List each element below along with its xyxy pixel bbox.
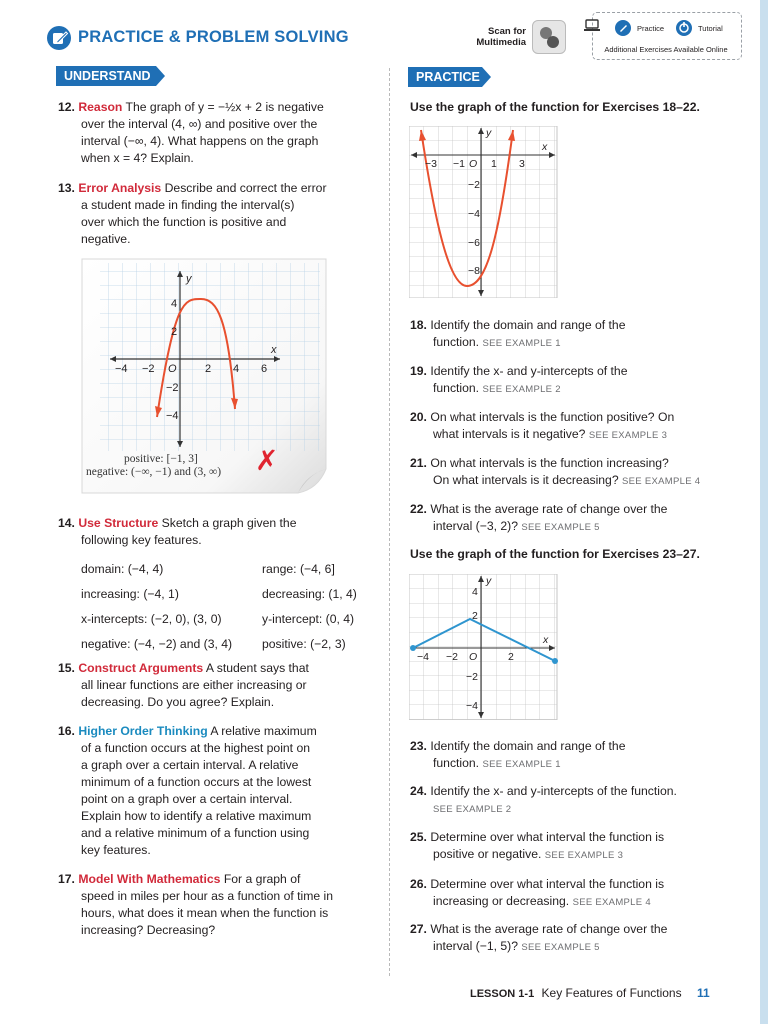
laptop-icon: [583, 19, 601, 33]
ex-number: 13.: [58, 181, 75, 195]
exercise-21: [410, 455, 755, 490]
ex-label: Use Structure: [78, 516, 159, 530]
feature-right: decreasing: (1, 4): [262, 587, 357, 601]
grid: [100, 263, 320, 451]
ex-line: On what intervals is the function positive? On: [430, 410, 675, 424]
x-tick-4: 4: [233, 363, 240, 375]
ex-line: What is the average rate of change over the: [430, 502, 668, 516]
y-tick-neg2: −2: [466, 671, 478, 683]
grid: [409, 574, 557, 720]
ex-line: speed in miles per hour as a function of time in: [81, 889, 334, 903]
ex-label: Construct Arguments: [78, 661, 204, 675]
x-tick-3: 3: [519, 158, 525, 170]
feature-row: [81, 607, 381, 632]
error-analysis-graph: [80, 257, 330, 495]
additional-exercises-note: Additional Exercises Available Online: [604, 45, 728, 54]
ex-line: a student made in finding the interval(s): [81, 198, 295, 212]
ex-line: negative.: [81, 232, 131, 246]
x-axis-label: x: [542, 141, 548, 153]
lesson-title: Key Features of Functions: [541, 986, 682, 1000]
feature-right: y-intercept: (0, 4): [262, 612, 355, 626]
ex-number: 22.: [410, 502, 427, 516]
feature-right: positive: (−2, 3): [262, 637, 346, 651]
ex-line: key features.: [81, 843, 151, 857]
y-axis-label: y: [186, 273, 192, 285]
ex-line: of a function occurs at the highest point on: [81, 741, 311, 755]
qr-scan-icon[interactable]: [532, 20, 566, 54]
x-tick-neg2: −2: [142, 363, 155, 375]
see-example-link[interactable]: SEE EXAMPLE 2: [482, 384, 561, 395]
page-edge-strip: [760, 0, 768, 1024]
ex-line: Explain how to identify a relative maximum: [81, 809, 312, 823]
practice-link[interactable]: Practice: [637, 24, 665, 33]
y-tick-neg2: −2: [166, 382, 179, 394]
x-tick-neg4: −4: [417, 651, 429, 663]
exercise-19: [410, 363, 750, 398]
ex-line: increasing or decreasing.: [433, 894, 570, 908]
feature-left: negative: (−4, −2) and (3, 4): [81, 637, 233, 651]
see-example-link[interactable]: SEE EXAMPLE 4: [622, 476, 701, 487]
origin-label: O: [469, 158, 478, 170]
exercise-25: [410, 829, 755, 864]
ex-line: point on a graph over a certain interval.: [81, 792, 293, 806]
exercise-17: [58, 871, 383, 939]
ex-number: 25.: [410, 830, 427, 844]
ex-line: over which the function is positive and: [81, 215, 287, 229]
ex-line: A student says that: [205, 661, 309, 675]
x-tick-6: 6: [261, 363, 268, 375]
ex-number: 21.: [410, 456, 427, 470]
exercise-22: [410, 501, 755, 536]
ex-number: 14.: [58, 516, 75, 530]
y-axis-label: y: [486, 127, 492, 139]
exercise-18: [410, 317, 750, 352]
feature-row: [81, 632, 381, 657]
see-example-link[interactable]: SEE EXAMPLE 3: [544, 850, 624, 861]
ex-number: 17.: [58, 872, 75, 886]
ex-line: what intervals is it negative?: [433, 427, 586, 441]
x-axis-label: x: [271, 344, 277, 356]
y-axis-label: y: [486, 575, 492, 587]
ex-line: function.: [433, 335, 480, 349]
parabola-graph: [409, 126, 559, 298]
y-tick-neg4: −4: [468, 208, 480, 220]
ex-line: Determine over what interval the function is: [430, 830, 665, 844]
exercise-13: [58, 180, 368, 248]
feature-right: range: (−4, 6]: [262, 562, 335, 576]
ex-line: Sketch a graph given the: [161, 516, 297, 530]
ex-line: over the interval (4, ∞) and positive over the: [81, 117, 318, 131]
practice-tag: PRACTICE: [408, 67, 482, 87]
ex-line: a graph over a certain interval. A relative: [81, 758, 299, 772]
ex-number: 20.: [410, 410, 427, 424]
y-tick-2: 2: [472, 610, 478, 622]
ex-line: For a graph of: [223, 872, 301, 886]
see-example-link[interactable]: SEE EXAMPLE 5: [521, 942, 600, 953]
origin-label: O: [168, 363, 177, 375]
ex-line: interval (−∞, 4). What happens on the graph: [81, 134, 319, 148]
ex-line: Describe and correct the error: [164, 181, 327, 195]
see-example-link[interactable]: SEE EXAMPLE 2: [433, 804, 512, 815]
y-tick-2: 2: [171, 326, 178, 338]
scan-line1: Scan for: [487, 26, 526, 37]
ex-number: 19.: [410, 364, 427, 378]
see-example-link[interactable]: SEE EXAMPLE 5: [521, 522, 600, 533]
ex-line: Identify the x- and y-intercepts of the: [430, 364, 628, 378]
x-tick-neg4: −4: [115, 363, 128, 375]
y-tick-neg6: −6: [468, 237, 480, 249]
exercise-27: [410, 921, 755, 956]
pencil-check-icon: [46, 25, 72, 51]
x-axis-label: x: [543, 634, 549, 646]
y-tick-neg4: −4: [166, 410, 179, 422]
ex-line: all linear functions are either increasing or: [81, 678, 307, 692]
y-tick-neg2: −2: [468, 179, 480, 191]
exercise-20: [410, 409, 755, 444]
page-footer: [470, 986, 710, 1000]
see-example-link[interactable]: SEE EXAMPLE 1: [482, 759, 561, 770]
ex-number: 15.: [58, 661, 75, 675]
x-tick-neg2: −2: [446, 651, 458, 663]
ex-line: interval (−3, 2)?: [433, 519, 519, 533]
x-tick-1: 1: [491, 158, 497, 170]
ex-label: Higher Order Thinking: [78, 724, 208, 738]
scan-glyph-icon: [533, 21, 565, 53]
see-example-link[interactable]: SEE EXAMPLE 1: [482, 338, 561, 349]
ex-line: Identify the domain and range of the: [430, 318, 626, 332]
tutorial-link[interactable]: Tutorial: [698, 24, 723, 33]
ex-number: 26.: [410, 877, 427, 891]
ex-number: 18.: [410, 318, 427, 332]
left-endpoint: [410, 645, 416, 651]
exercise-23: [410, 738, 750, 773]
section-title: PRACTICE & PROBLEM SOLVING: [78, 28, 349, 46]
y-tick-neg4: −4: [466, 700, 478, 712]
exercise-24: [410, 783, 755, 818]
understand-tag: UNDERSTAND: [56, 66, 156, 86]
ex-line: function.: [433, 756, 480, 770]
feature-row: [81, 557, 381, 582]
ex-line: following key features.: [81, 533, 202, 547]
origin-label: O: [469, 651, 478, 663]
ex-line: What is the average rate of change over the: [430, 922, 668, 936]
instruction-18-22: Use the graph of the function for Exercises 18–22.: [410, 100, 700, 114]
scan-for-multimedia[interactable]: [456, 26, 526, 48]
exercise-12: [58, 99, 368, 167]
x-tick-2: 2: [205, 363, 212, 375]
y-tick-4: 4: [171, 298, 178, 310]
ex-line: interval (−1, 5)?: [433, 939, 519, 953]
exercise-15: [58, 660, 368, 711]
ex-number: 12.: [58, 100, 75, 114]
key-features-table: [81, 557, 381, 657]
feature-left: increasing: (−4, 1): [81, 587, 179, 601]
ex-line: Identify the x- and y-intercepts of the function.: [430, 784, 677, 798]
ex-number: 24.: [410, 784, 427, 798]
feature-row: [81, 582, 381, 607]
ex-label: Error Analysis: [78, 181, 162, 195]
instruction-23-27: Use the graph of the function for Exercises 23–27.: [410, 547, 700, 561]
ex-line: minimum of a function occurs at the lowest: [81, 775, 312, 789]
ex-line: Determine over what interval the function is: [430, 877, 665, 891]
see-example-link[interactable]: SEE EXAMPLE 4: [572, 897, 651, 908]
ex-line: and a relative minimum of a function using: [81, 826, 310, 840]
ex-number: 23.: [410, 739, 427, 753]
ex-number: 27.: [410, 922, 427, 936]
see-example-link[interactable]: SEE EXAMPLE 3: [588, 430, 668, 441]
ex-line: positive or negative.: [433, 847, 542, 861]
ex-line: function.: [433, 381, 480, 395]
feature-left: domain: (−4, 4): [81, 562, 164, 576]
scan-line2: Multimedia: [476, 37, 526, 48]
error-x-mark: ✗: [255, 444, 279, 477]
ex-line: The graph of y = −½x + 2 is negative: [125, 100, 324, 114]
right-endpoint: [552, 658, 558, 664]
column-divider: [389, 68, 390, 976]
handwritten-positive: positive: [−1, 3]: [124, 453, 198, 465]
ex-line: when x = 4? Explain.: [81, 151, 194, 165]
ex-line: On what intervals is it decreasing?: [433, 473, 619, 487]
x-tick-2: 2: [508, 651, 514, 663]
ex-line: decreasing. Do you agree? Explain.: [81, 695, 275, 709]
ex-label: Model With Mathematics: [78, 872, 221, 886]
handwritten-negative: negative: (−∞, −1) and (3, ∞): [86, 466, 222, 478]
practice-icon[interactable]: [614, 19, 632, 37]
x-tick-neg3: −3: [425, 158, 437, 170]
ex-label: Reason: [78, 100, 123, 114]
ex-line: Identify the domain and range of the: [430, 739, 626, 753]
ex-number: 16.: [58, 724, 75, 738]
exercise-16: [58, 723, 378, 859]
exercise-26: [410, 876, 755, 911]
piecewise-line-graph: [409, 574, 559, 720]
y-tick-neg8: −8: [468, 265, 480, 277]
ex-line: On what intervals is the function increasing?: [430, 456, 669, 470]
lesson-number: LESSON 1-1: [470, 988, 535, 1000]
page-number: 11: [696, 986, 710, 1000]
ex-line: hours, what does it mean when the function is: [81, 906, 329, 920]
ex-line: increasing? Decreasing?: [81, 923, 216, 937]
exercise-14: [58, 515, 368, 549]
feature-left: x-intercepts: (−2, 0), (3, 0): [81, 612, 222, 626]
tutorial-icon[interactable]: [675, 19, 693, 37]
ex-line: A relative maximum: [210, 724, 317, 738]
x-tick-neg1: −1: [453, 158, 465, 170]
y-tick-4: 4: [472, 586, 478, 598]
